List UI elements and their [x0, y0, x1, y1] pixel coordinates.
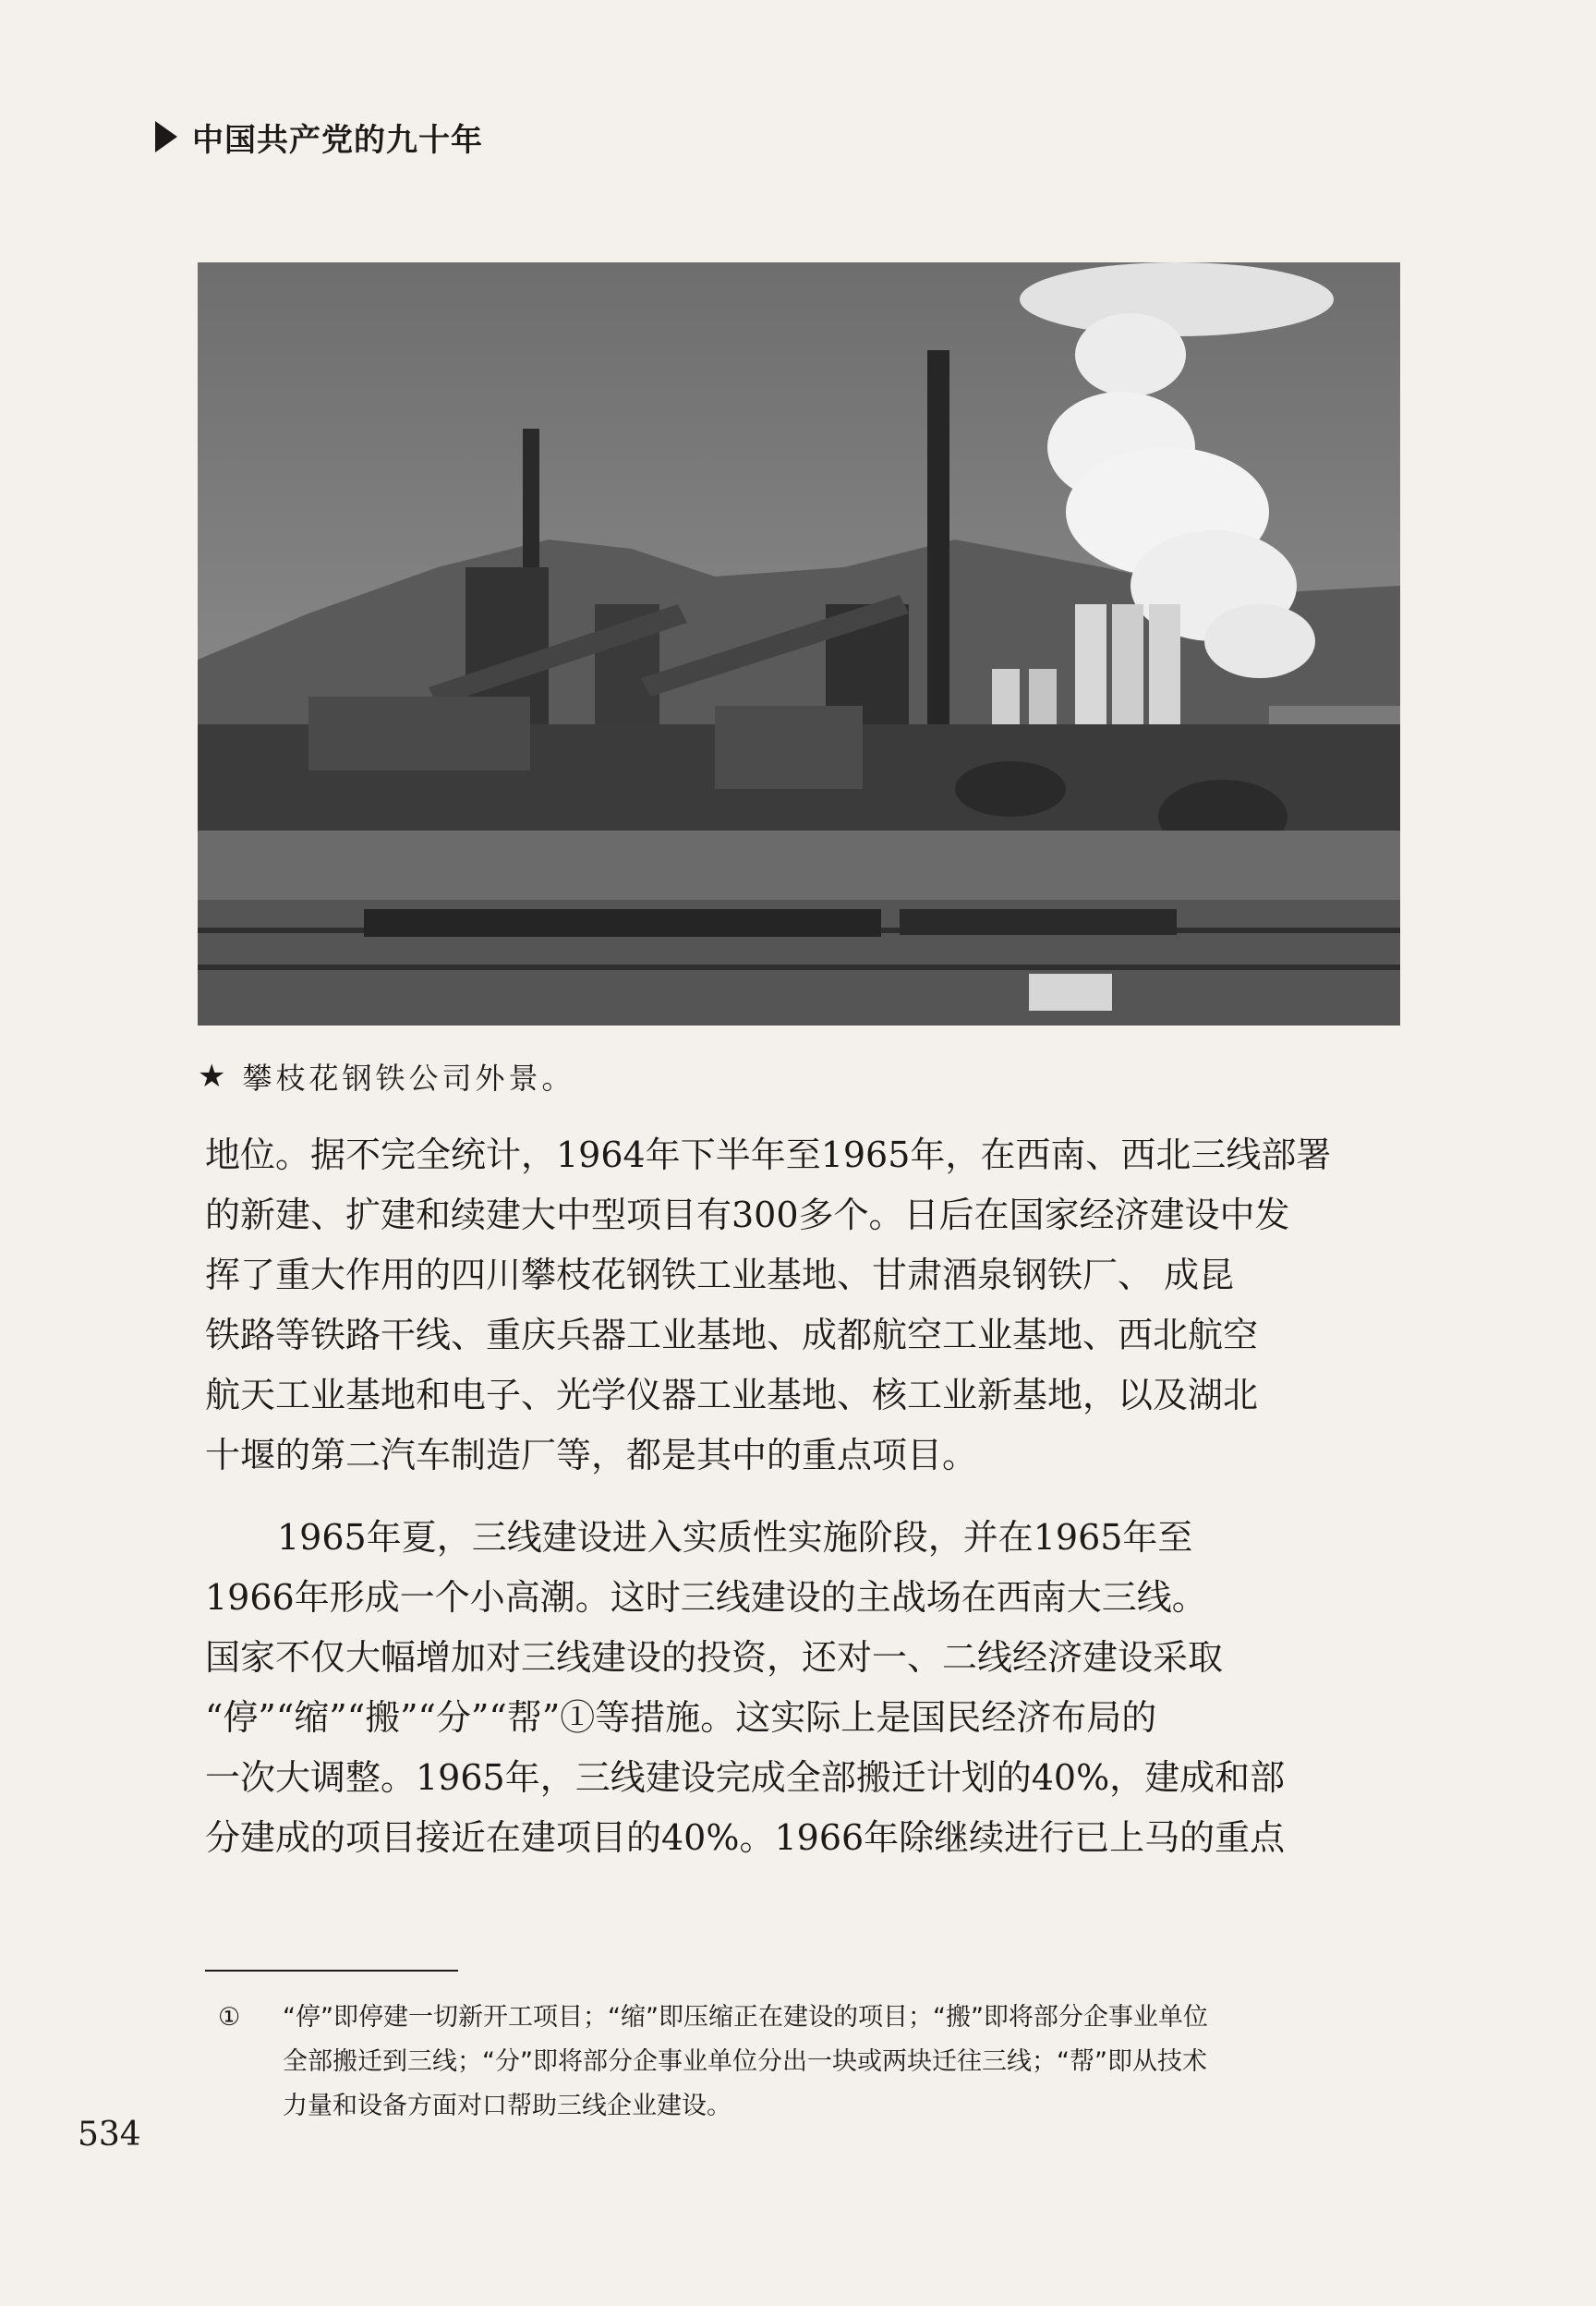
- paragraph-2: [205, 1508, 1402, 1868]
- running-header: [155, 115, 483, 159]
- text-line: [205, 1426, 1402, 1486]
- triangle-marker-icon: [155, 121, 177, 152]
- text-line: [205, 1245, 1402, 1305]
- caption-text: 攀枝花钢铁公司外景。: [242, 1061, 575, 1096]
- footnote-line: 全部搬迁到三线；“分”即将部分企事业单位分出一块或两块迁往三线；“帮”即从技术: [283, 2047, 1207, 2076]
- line-text: 分建成的项目接近在建项目的40%。1966年除继续进行已上马的重点: [205, 1817, 1286, 1858]
- body-text: [205, 1125, 1402, 1868]
- text-line: [205, 1125, 1402, 1185]
- steel-plant-illustration: [198, 262, 1400, 1026]
- text-line: [205, 1628, 1402, 1688]
- line-text: 地位。据不完全统计，1964年下半年至1965年，在西南、西北三线部署: [205, 1135, 1332, 1175]
- text-line: [205, 1508, 1402, 1568]
- figure-caption: [198, 1053, 575, 1099]
- factory-photo: [198, 262, 1400, 1026]
- line-text: 十堰的第二汽车制造厂等，都是其中的重点项目。: [205, 1435, 978, 1475]
- footnote-text: [283, 1996, 1402, 2129]
- footnote-marker: ①: [218, 2003, 241, 2032]
- footnote-line: 力量和设备方面对口帮助三线企业建设。: [283, 2092, 732, 2120]
- text-line: [205, 1808, 1402, 1868]
- paragraph-1: [205, 1125, 1402, 1486]
- footnote-line: “停”即停建一切新开工项目；“缩”即压缩正在建设的项目；“搬”即将部分企事业单位: [283, 2003, 1208, 2032]
- text-line: [205, 1568, 1402, 1628]
- line-text: 挥了重大作用的四川攀枝花钢铁工业基地、甘肃酒泉钢铁厂、 成昆: [205, 1255, 1235, 1295]
- line-text: 铁路等铁路干线、重庆兵器工业基地、成都航空工业基地、西北航空: [205, 1315, 1259, 1355]
- line-text: 航天工业基地和电子、光学仪器工业基地、核工业新基地，以及湖北: [205, 1375, 1259, 1415]
- footnote-divider: [205, 1970, 458, 1972]
- line-text: “停”“缩”“搬”“分”“帮”①等措施。这实际上是国民经济布局的: [205, 1697, 1157, 1738]
- line-text: 1965年夏，三线建设进入实质性实施阶段，并在1965年至: [277, 1517, 1193, 1558]
- page-number: 534: [78, 2116, 141, 2154]
- text-line: [205, 1748, 1402, 1808]
- text-line: [205, 1185, 1402, 1245]
- text-line: [205, 1688, 1402, 1748]
- line-text: 的新建、扩建和续建大中型项目有300多个。日后在国家经济建设中发: [205, 1195, 1290, 1235]
- text-line: [205, 1305, 1402, 1365]
- star-icon: ★: [198, 1058, 230, 1095]
- line-text: 一次大调整。1965年，三线建设完成全部搬迁计划的40%，建成和部: [205, 1757, 1286, 1798]
- text-line: [205, 1365, 1402, 1426]
- line-text: 1966年形成一个小高潮。这时三线建设的主战场在西南大三线。: [205, 1577, 1207, 1618]
- book-title: 中国共产党的九十年: [192, 121, 483, 159]
- line-text: 国家不仅大幅增加对三线建设的投资，还对一、二线经济建设采取: [205, 1637, 1224, 1678]
- footnote: [205, 1996, 1402, 2129]
